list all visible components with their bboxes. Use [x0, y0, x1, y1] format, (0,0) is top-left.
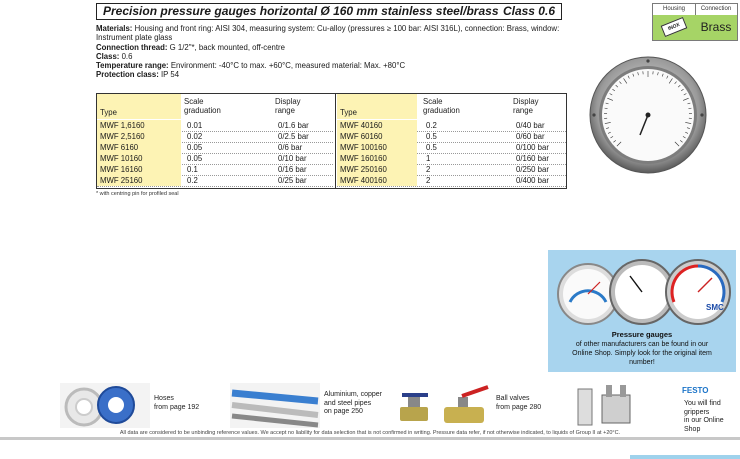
housing-label: Housing [653, 4, 696, 16]
materials-label: Materials: [96, 24, 133, 33]
range-cell: 0/400 bar [516, 176, 549, 185]
temp-label: Temperature range: [96, 61, 169, 71]
scale-cell: 0.2 [187, 176, 198, 185]
display-header: Display range [275, 97, 301, 115]
protection-text: IP 54 [161, 70, 180, 80]
hoses-link[interactable] [60, 383, 220, 428]
grippers-text: You will find grippers in our Online Shop [684, 400, 724, 433]
type-cell: MWF 2,5160 [97, 131, 181, 142]
type-cell: MWF 40160 [337, 120, 417, 131]
pipes-text: Aluminium, copper and steel pipes on page 250 [324, 391, 382, 415]
type-cell: MWF 6160 [97, 142, 181, 153]
thread-text: G 1/2"*, back mounted, off-centre [169, 42, 285, 52]
grippers-image [572, 383, 652, 428]
scale-cell: 0.5 [426, 132, 437, 141]
range-cell: 0/1.6 bar [278, 121, 309, 130]
scale-header: Scale graduation [423, 97, 460, 115]
scale-cell: 1 [426, 154, 431, 163]
scale-cell: 2 [426, 176, 431, 185]
page-title: Precision pressure gauges horizontal Ø 160 mm stainless steel/brass [103, 4, 499, 18]
spec-description [96, 24, 566, 80]
scale-header: Scale graduation [184, 97, 221, 115]
scale-cell: 0.1 [187, 165, 198, 174]
scale-cell: 0.01 [187, 121, 203, 130]
materials-text: Housing and front ring: AISI 304, measuring system: Cu-alloy (pressures ≥ 100 bar: AISI 316L), connection: Brass, window: Instrument plate glass [96, 24, 560, 43]
ball-valves-image [398, 383, 492, 428]
range-cell: 0/2.5 bar [278, 132, 309, 141]
gauge-collection-image [556, 254, 732, 328]
festo-logo: FESTO [682, 386, 709, 395]
type-cell: MWF 60160 [337, 131, 417, 142]
accuracy-class: Class 0.6 [502, 4, 555, 18]
type-cell: MWF 10160 [97, 153, 181, 164]
housing-value-cell [653, 15, 696, 40]
promo-text: Pressure gauges of other manufacturers can be found in our Online Shop. Simply look for the original item number! [572, 330, 712, 366]
spec-table [96, 93, 567, 189]
temp-text: Environment: -40°C to max. +60°C, measured material: Max. +80°C [170, 61, 406, 71]
protection-label: Protection class: [96, 70, 159, 80]
class-label: Class: [96, 51, 120, 61]
type-cell: MWF 1,6160 [97, 120, 181, 131]
type-cell: MWF 16160 [97, 164, 181, 175]
range-cell: 0/16 bar [278, 165, 307, 174]
scale-cell: 0.2 [426, 121, 437, 130]
scale-cell: 0.5 [426, 143, 437, 152]
display-header: Display range [513, 97, 539, 115]
range-cell: 0/60 bar [516, 132, 545, 141]
title-bar [96, 3, 562, 20]
footnote: * with centring pin for profiled seal [96, 191, 179, 197]
corner-accent [630, 455, 740, 459]
type-cell: MWF 250160 [337, 164, 417, 175]
pipes-link[interactable] [230, 383, 395, 428]
table-row [97, 175, 333, 187]
range-cell: 0/100 bar [516, 143, 549, 152]
pressure-gauges-promo[interactable] [548, 250, 736, 372]
pipes-image [230, 383, 320, 428]
range-cell: 0/160 bar [516, 154, 549, 163]
grippers-link[interactable] [572, 383, 738, 433]
smc-logo: SMC [706, 303, 724, 312]
thread-label: Connection thread: [96, 42, 168, 52]
connection-value: Brass [695, 15, 737, 40]
disclaimer: All data are considered to be unbinding reference values. We accept no liability for data selection that is not confirmed in writing. Pressure data refer, if not otherwise indicated, to liquids of Group II at +20°C. [119, 430, 621, 436]
hoses-text: Hoses from page 192 [154, 395, 200, 411]
scale-cell: 0.05 [187, 143, 203, 152]
class-text: 0.6 [121, 51, 133, 61]
bottom-divider [0, 437, 740, 440]
scale-cell: 0.05 [187, 154, 203, 163]
pressure-gauge-image [588, 55, 708, 175]
hoses-image [60, 383, 150, 428]
inox-tag: INOX [661, 17, 688, 37]
ball-valves-link[interactable] [398, 383, 558, 428]
range-cell: 0/10 bar [278, 154, 307, 163]
range-cell: 0/250 bar [516, 165, 549, 174]
scale-cell: 0.02 [187, 132, 203, 141]
type-header: Type [340, 108, 357, 117]
type-cell: MWF 25160 [97, 175, 181, 186]
table-divider [335, 94, 336, 188]
ball-valves-text: Ball valves from page 280 [496, 395, 542, 411]
connection-label: Connection [695, 4, 737, 16]
scale-cell: 2 [426, 165, 431, 174]
type-cell: MWF 100160 [337, 142, 417, 153]
type-header: Type [100, 108, 117, 117]
housing-connection-badge [652, 3, 738, 41]
table-row [337, 175, 566, 187]
type-cell: MWF 160160 [337, 153, 417, 164]
range-cell: 0/40 bar [516, 121, 545, 130]
range-cell: 0/25 bar [278, 176, 307, 185]
range-cell: 0/6 bar [278, 143, 303, 152]
type-cell: MWF 400160 [337, 175, 417, 186]
promo-heading: Pressure gauges [611, 330, 673, 339]
